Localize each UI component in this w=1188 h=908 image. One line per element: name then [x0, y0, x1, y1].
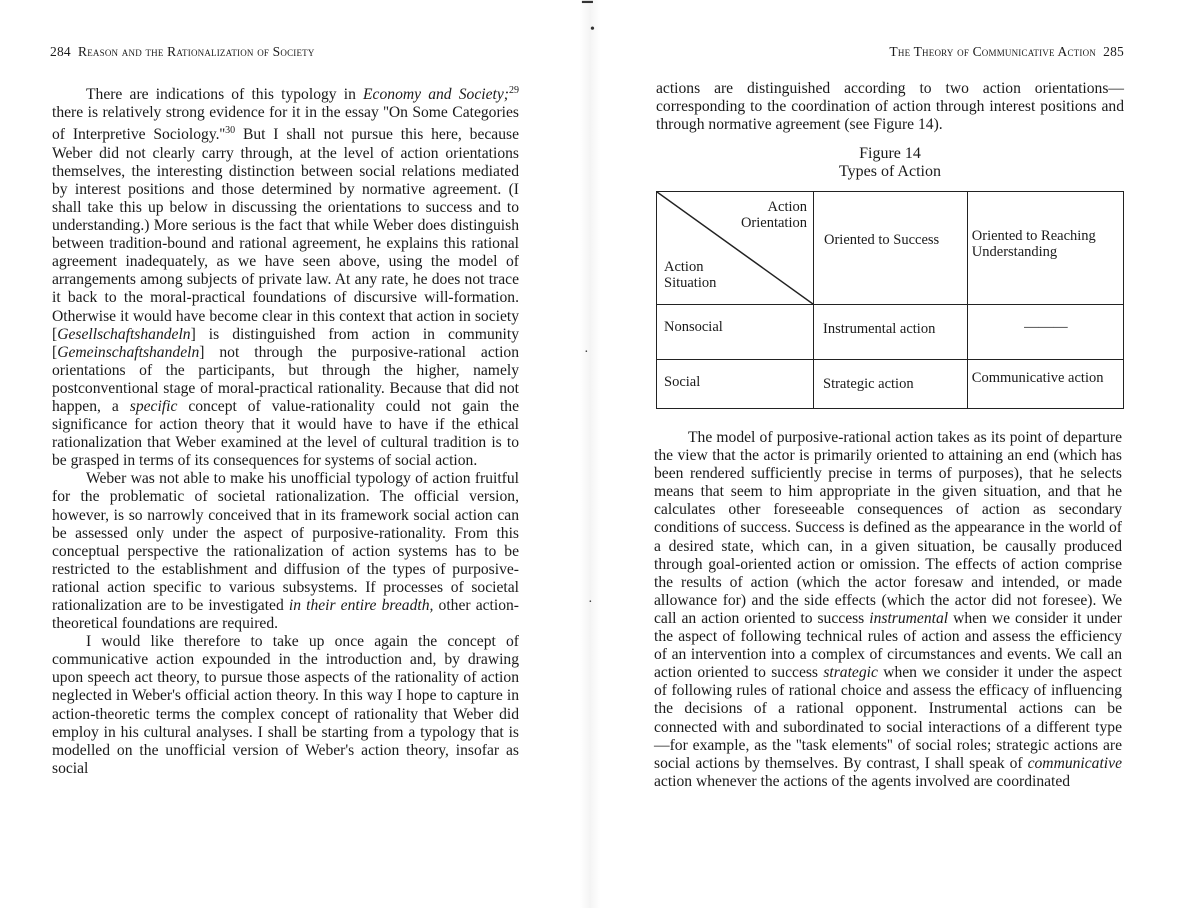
figure-number: Figure 14 [859, 145, 921, 162]
paragraph [52, 470, 519, 633]
italic-text: communicative [1027, 754, 1122, 772]
text-run: But I shall not pursue this here, because Weber did not clearly carry through, at the level of action orientations themselves, the interesting distinction between social relations mediated by interest positions and those determined by normative agreement. (I shall take this up below in discussing the orientations to success and to understanding.) More serious is the fact that while Weber does distinguish between tradition-bound and rational agreement, he explains this rational agreement inadequately, as we have seen above, using the model of arrangements among subjects of private law. At any rate, he does not trace it back to the moral-practical foundations of discursive will-formation. Otherwise it would have become clear in this context that action in society [ [52, 126, 519, 343]
italic-text: Gesellschaftshandeln [57, 325, 191, 343]
text-run: other action-theoretical foundations are required. [52, 597, 519, 633]
table-header-row [657, 192, 1124, 305]
left-page [0, 0, 580, 908]
paragraph [52, 82, 519, 470]
footnote-ref: 30 [225, 125, 236, 137]
text-run: actions are distinguished according to two action orientations—corresponding to the coordination of action through interest positions and through normative agreement (see Figure 14). [656, 80, 1124, 134]
column-header: Oriented to Success [814, 192, 968, 305]
text-run: Weber was not able to make his unofficial typology of action fruitful for the problematic of societal rationalization. The official version, however, is so narrowly conceived that in its framework social action can be assessed only under the aspect of purposive-rationality. From this conceptual perspective the rationalization of action systems has to be restricted to the establishment and diffusion of the types of purposive-rational action specific to various subsystems. If processes of societal rationalization are to be investigated [52, 470, 519, 614]
text-run: I would like therefore to take up once again the concept of communicative action expounded in the introduction and, by drawing upon speech act theory, to pursue those aspects of the rationality of action neglected in Weber's official action theory. In this way I hope to capture in action-theoretic terms the complex concept of rationality that Weber did employ in his cultural analyses. I shall be starting from a typology that is modelled on the unofficial version of Weber's action theory, insofar as social [52, 633, 519, 777]
corner-label-situation: Action Situation [664, 259, 717, 291]
right-page [600, 0, 1188, 908]
italic-text: instrumental [869, 609, 949, 627]
figure-title: Types of Action [839, 163, 941, 180]
scan-speck: · [588, 595, 593, 610]
footnote-ref: 29 [508, 85, 519, 96]
row-label: Nonsocial [657, 305, 814, 360]
scan-speck: ▔ [582, 3, 593, 18]
table-row [657, 305, 1124, 360]
table-corner-cell [657, 192, 814, 305]
text-run: when we consider it under the aspect of following technical rules of action and assess the efficiency of an intervention into a complex of circumstances and events. We call an action oriented to success [654, 609, 1122, 682]
corner-label-orientation: Action Orientation [740, 199, 807, 231]
left-page-number: 284 [50, 44, 71, 59]
right-body-text [654, 429, 1122, 791]
italic-text: Economy and Society; [363, 86, 509, 104]
text-run: ] not through the purposive-rational action orientations of the participants, but through the higher, namely postconventional stage of moral-practical rationality. Because that did not happen, a [52, 343, 519, 415]
text-run: ] is distinguished from action in community [ [52, 325, 519, 361]
table-row [657, 360, 1124, 409]
table-cell: Strategic action [814, 360, 968, 409]
table-cell: Instrumental action [814, 305, 968, 360]
right-running-head [889, 44, 1124, 60]
paragraph [656, 80, 1124, 134]
scan-speck: • [590, 22, 595, 37]
left-body-text [52, 82, 519, 778]
left-running-head [50, 44, 315, 60]
text-run: The model of purposive-rational action takes as its point of departure the view that the actor is primarily oriented to attaining an end (which has been rendered sufficiently precise in terms of purposes), that he selects means that seem to him appropriate in the given situation, and that he calculates other foreseeable consequences of action as secondary conditions of success. Success is defined as the appearance in the world of a desired state, which can, in a given situation, be causally produced through goal-oriented action or omission. The effects of action comprise the results of action (which the actor foresaw and intended, or made allowance for) and the side effects (which the actor did not foresee). We call an action oriented to success [654, 429, 1122, 627]
book-gutter [580, 0, 600, 908]
left-running-title: Reason and the Rationalization of Society [78, 44, 315, 59]
italic-text: strategic [823, 664, 878, 682]
types-of-action-table [656, 191, 1124, 409]
right-intro-text [656, 80, 1124, 134]
column-header: Oriented to Reaching Understanding [967, 192, 1123, 305]
right-page-number: 285 [1103, 44, 1124, 59]
right-running-title: The Theory of Communicative Action [889, 44, 1096, 59]
italic-text: Gemeinschaftshandeln [57, 343, 200, 361]
paragraph [52, 633, 519, 778]
italic-text: specific [129, 397, 178, 415]
table-cell: Communicative action [967, 360, 1123, 409]
scan-speck: · [584, 345, 589, 360]
text-run: there is relatively strong evidence for it in the essay ''On Some Categories of Interpretive Sociology.'' [52, 104, 519, 144]
italic-text: in their entire breadth, [288, 597, 434, 614]
text-run: There are indications of this typology in [86, 86, 364, 104]
paragraph [654, 429, 1122, 791]
text-run: when we consider it under the aspect of following rules of rational choice and assess the efficacy of influencing the decisions of a rational opponent. Instrumental actions can be connected with and subordinated to social interactions of a different type—for example, as the ''task elements'' of social roles; strategic actions are social actions by themselves. By contrast, I shall speak of [654, 664, 1122, 772]
row-label: Social [657, 360, 814, 409]
table-cell: ——— [967, 305, 1123, 360]
text-run: concept of value-rationality could not gain the significance for action theory that it would have to have if the ethical rationalization that Weber examined at the level of cultural tradition is to be grasped in terms of its consequences for systems of social action. [52, 397, 519, 470]
text-run: action whenever the actions of the agents involved are coordinated [654, 772, 1071, 790]
